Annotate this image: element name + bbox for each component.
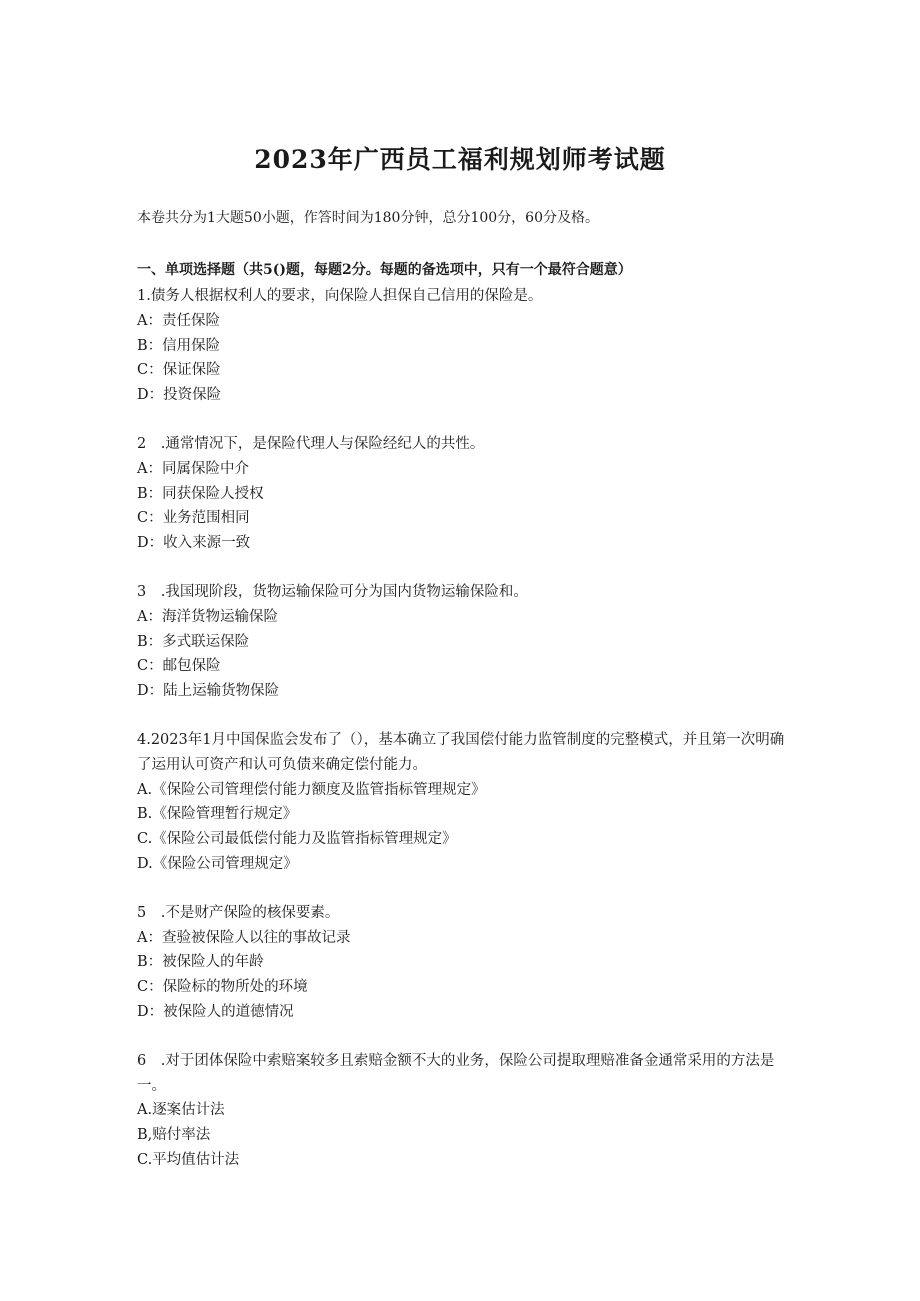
option-d: D：陆上运输货物保险	[137, 683, 280, 700]
question-2	[137, 432, 787, 556]
option-a: A：查验被保险人以往的事故记录	[137, 929, 351, 946]
document-title: 2023年广西员工福利规划师考试题	[254, 145, 666, 174]
option-a: A.《保险公司管理偿付能力额度及监管指标管理规定》	[137, 781, 486, 798]
question-text: 3 .我国现阶段，货物运输保险可分为国内货物运输保险和。	[137, 583, 528, 600]
option-c: C.《保险公司最低偿付能力及监管指标管理规定》	[137, 831, 457, 848]
option-b: B,赔付率法	[137, 1127, 211, 1144]
question-text: 4.2023年1月中国保监会发布了（），基本确立了我国偿付能力监管制度的完整模式，并且第一次明确了运用认可资产和认可负债来确定偿付能力。	[137, 731, 785, 773]
option-d: D：投资保险	[137, 387, 222, 404]
question-1	[137, 284, 787, 408]
question-text: 6 .对于团体保险中索赔案较多且索赔金额不大的业务，保险公司提取理赔准备金通常采用的方法是一。	[137, 1052, 775, 1094]
option-b: B：被保险人的年龄	[137, 954, 264, 971]
option-c: C：邮包保险	[137, 658, 221, 675]
question-5	[137, 901, 787, 1025]
question-text: 5 .不是财产保险的核保要素。	[137, 904, 340, 921]
question-list	[137, 284, 787, 1197]
exam-intro: 本卷共分为1大题50小题，作答时间为180分钟，总分100分，60分及格。	[137, 210, 599, 226]
option-c: C：业务范围相同	[137, 510, 250, 527]
question-3	[137, 580, 787, 704]
option-a: A：海洋货物运输保险	[137, 608, 278, 625]
option-b: B：同获保险人授权	[137, 485, 264, 502]
option-c: C：保险标的物所处的环境	[137, 979, 308, 996]
question-text: 1.债务人根据权利人的要求，向保险人担保自己信用的保险是。	[137, 288, 543, 304]
option-a: A：责任保险	[137, 312, 220, 329]
question-6	[137, 1049, 787, 1173]
option-d: D：收入来源一致	[137, 535, 251, 552]
option-a: A.逐案估计法	[137, 1102, 225, 1119]
section-heading: 一、单项选择题（共5()题，每题2分。每题的备选项中，只有一个最符合题意）	[137, 262, 632, 278]
question-text: 2 .通常情况下，是保险代理人与保险经纪人的共性。	[137, 435, 485, 452]
question-4	[137, 728, 787, 877]
option-a: A：同属保险中介	[137, 460, 249, 477]
option-c: C.平均值估计法	[137, 1151, 240, 1168]
option-d: D：被保险人的道德情况	[137, 1003, 294, 1020]
option-b: B：多式联运保险	[137, 633, 250, 650]
option-d: D.《保险公司管理规定》	[137, 855, 298, 872]
option-b: B.《保险管理暂行规定》	[137, 806, 298, 823]
option-c: C：保证保险	[137, 362, 221, 379]
option-b: B：信用保险	[137, 337, 221, 354]
